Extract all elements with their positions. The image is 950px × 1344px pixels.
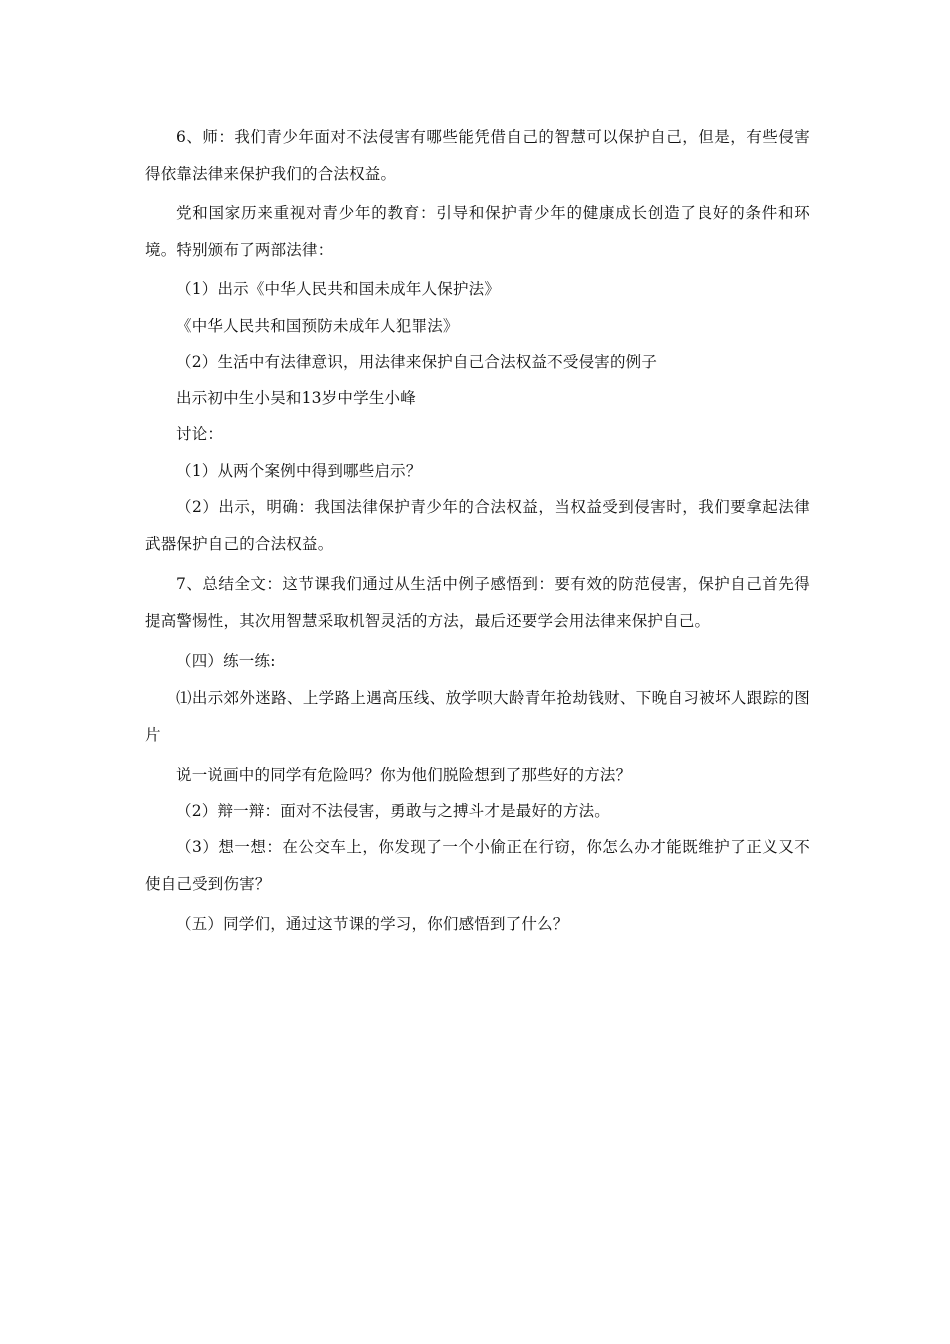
paragraph-show-cases: 出示初中生小吴和13岁中学生小峰 [176,389,416,407]
paragraph-reflection: （五）同学们，通过这节课的学习，你们感悟到了什么？ [176,915,569,933]
paragraph-practice-heading: （四）练一练: [176,652,276,670]
paragraph-show-pictures: ⑴出示郊外迷路、上学路上遇高压线、放学呗大龄青年抢劫钱财、下晚自习被坏人跟踪的图片 [145,689,810,744]
paragraph-prevention-law: 《中华人民共和国预防未成年人犯罪法》 [176,317,459,335]
paragraph-question-2: （2）出示，明确：我国法律保护青少年的合法权益，当权益受到侵害时，我们要拿起法律武器保护自己的合法权益。 [145,498,810,553]
paragraph-think: （3）想一想：在公交车上，你发现了一个小偷正在行窃，你怎么办才能既维护了正义又不使自己受到伤害？ [145,838,810,893]
paragraph-legal-awareness: （2）生活中有法律意识，用法律来保护自己合法权益不受侵害的例子 [176,353,658,371]
paragraph-show-protection-law: （1）出示《中华人民共和国未成年人保护法》 [176,280,501,298]
paragraph-question-1: （1）从两个案例中得到哪些启示？ [176,462,422,480]
paragraph-debate: （2）辩一辩：面对不法侵害，勇敢与之搏斗才是最好的方法。 [176,802,610,820]
paragraph-discussion: 讨论： [176,425,224,443]
paragraph-summary: 7、总结全文：这节课我们通过从生活中例子感悟到：要有效的防范侵害，保护自己首先得提高警惕性，其次用智慧采取机智灵活的方法，最后还要学会用法律来保护自己。 [145,575,810,630]
paragraph-teacher-statement: 6、师：我们青少年面对不法侵害有哪些能凭借自己的智慧可以保护自己，但是，有些侵害得依靠法律来保护我们的合法权益。 [145,128,810,183]
paragraph-party-and-state: 党和国家历来重视对青少年的教育：引导和保护青少年的健康成长创造了良好的条件和环境。特别颁布了两部法律： [145,204,810,259]
paragraph-say-danger: 说一说画中的同学有危险吗？你为他们脱险想到了那些好的方法？ [176,766,632,784]
